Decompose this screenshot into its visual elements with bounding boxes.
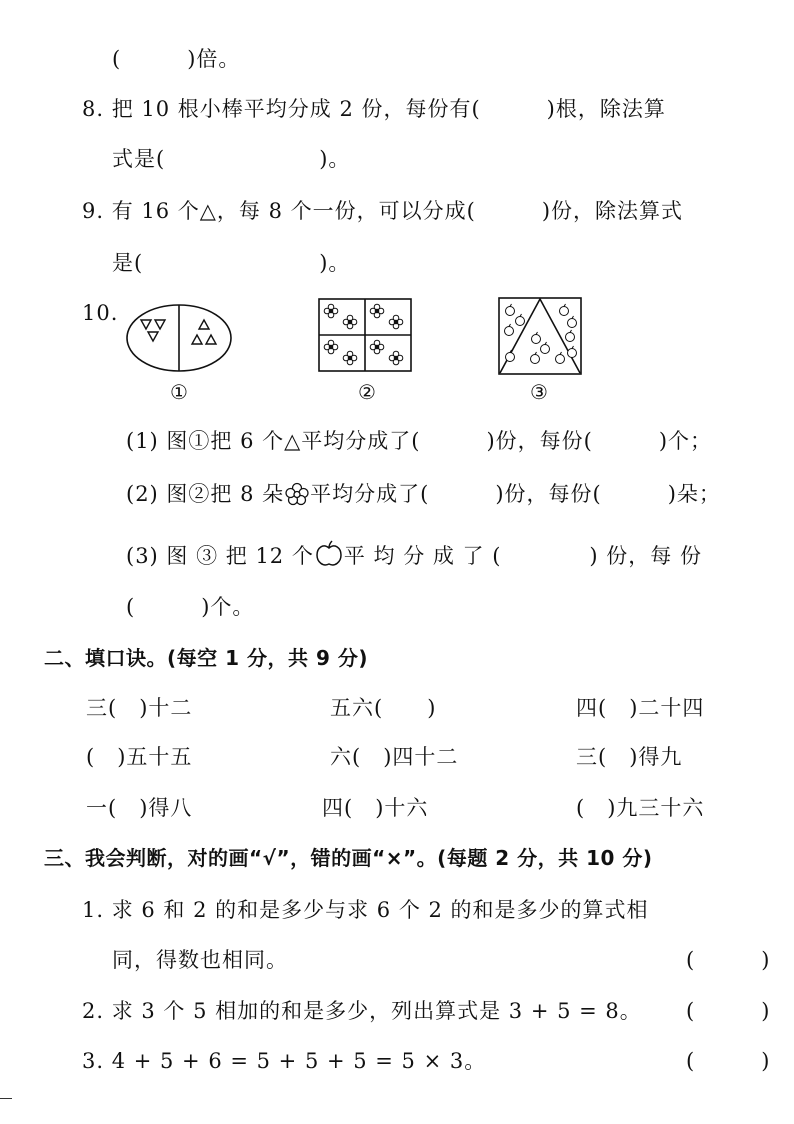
q8-line2: 式是( )。 [112,147,351,171]
q9-line2: 是( )。 [112,251,351,275]
judge-q2: 2. 求 3 个 5 相加的和是多少，列出算式是 3 + 5 = 8。 [82,999,642,1023]
page-edge-mark [0,1098,12,1099]
q10-number: 10. [82,301,119,325]
judge-q2-answer: ( ) [686,999,771,1023]
judge-q1-line1: 1. 求 6 和 2 的和是多少与求 6 个 2 的和是多少的算式相 [82,898,649,922]
judge-q1-line2: 同，得数也相同。 [112,948,288,972]
figure-3-apples [498,297,582,375]
section2-heading: 二、填口诀。(每空 1 分，共 9 分) [44,646,368,670]
judge-q3-answer: ( ) [686,1049,771,1073]
q10-part3 [126,540,702,569]
koujue-r2-c2: 六( )四十二 [330,745,459,769]
apple-icon [314,540,344,568]
koujue-r2-c3: 三( )得九 [576,745,683,769]
q10-part2-text-b: 平均分成了( )份，每份( )朵； [310,482,721,506]
koujue-r3-c3: ( )九三十六 [576,796,705,820]
koujue-r1-c3: 四( )二十四 [576,696,705,720]
q10-part2-text-a: (2) 图②把 8 朵 [126,482,285,506]
flower-icon [284,482,310,506]
q10-part3-text-a: (3) 图 ③ 把 12 个 [126,544,314,568]
section3-heading: 三、我会判断，对的画“√”，错的画“×”。(每题 2 分，共 10 分) [44,846,653,870]
koujue-r3-c1: 一( )得八 [86,796,193,820]
q8-line1: 8. 把 10 根小棒平均分成 2 份，每份有( )根，除法算 [82,97,666,121]
q10-part3-text-b: 平 均 分 成 了 ( ) 份，每 份 [343,544,702,568]
judge-q1-answer: ( ) [686,948,771,972]
figure-2-caption: ② [358,380,376,404]
q7-tail: ( )倍。 [112,47,241,71]
figure-1-caption: ① [170,380,188,404]
q10-part3-line2: ( )个。 [126,595,255,619]
figure-3-caption: ③ [530,380,548,404]
judge-q3: 3. 4 + 5 + 6 = 5 + 5 + 5 = 5 × 3。 [82,1049,487,1073]
q10-part1: (1) 图①把 6 个△平均分成了( )份，每份( )个； [126,429,713,453]
koujue-r3-c2: 四( )十六 [322,796,429,820]
koujue-r2-c1: ( )五十五 [86,745,193,769]
figure-2-flowers [318,298,412,372]
koujue-r1-c1: 三( )十二 [86,696,193,720]
q10-part2 [126,481,721,507]
koujue-r1-c2: 五六( ) [330,696,437,720]
figure-1-triangles [124,302,234,374]
q9-line1: 9. 有 16 个△，每 8 个一份，可以分成( )份，除法算式 [82,199,684,223]
